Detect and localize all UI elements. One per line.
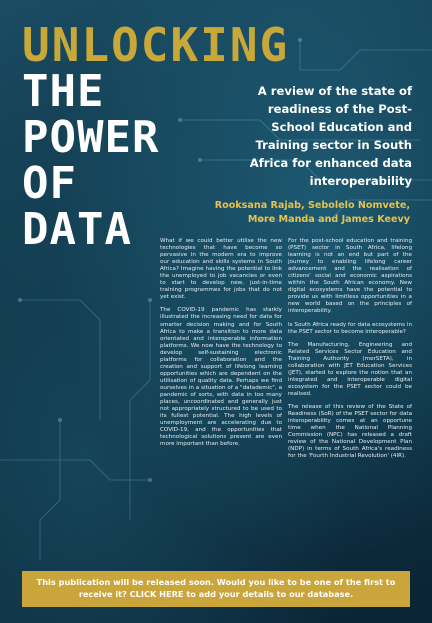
body-paragraph: Is South Africa ready for data ecosystems in the PSET sector to become interoperable? [288, 321, 412, 335]
body-paragraph: For the post-school education and training (PSET) sector in South Africa, lifelong learning is not an end but part of the journey to enabling lifelong career advancement and the realisation of citizens' social and economic aspirations within the South African economy. New digital ecosystems have the potential to provide us with limitless opportunities in a new world based on the principles of interoperability. [288, 238, 412, 315]
title-unlocking: UNLOCKING [22, 18, 290, 72]
title-of: OF [22, 158, 77, 209]
authors: Rooksana Rajab, Sebolelo Nomvete, More Manda and James Keevy [214, 200, 410, 225]
subtitle: A review of the state of readiness of the Post-School Education and Training sector in South Africa for enhanced data interoperability [249, 84, 412, 188]
title-data: DATA [22, 204, 132, 255]
body-column-left [160, 238, 282, 454]
body-paragraph: What if we could better utilise the new technologies that have become so pervasive in the modern era to improve our education and skills systems in South Africa? Imagine having the potential to link the unemployed to job vacancies or even to start to develop new, just-in-time training programmes for jobs that do not yet exist. [160, 238, 282, 301]
body-paragraph: The release of this review of the State of Readiness (SoR) of the PSET sector for data interoperability comes at an opportune time when the National Planning Commission (NPC) has released a draft review of the National Development Plan (NDP) in terms of South Africa's readiness for the 'Fourth Industrial Revolution' (4IR). [288, 403, 412, 460]
signup-banner-link[interactable]: This publication will be released soon. Would you like to be one of the first to receive it? CLICK HERE to add your details to our database. [22, 571, 410, 607]
title-the: THE [22, 66, 105, 117]
title-power: POWER [22, 112, 160, 163]
body-paragraph: The Manufacturing, Engineering and Related Services Sector Education and Training Authority (merSETA), in collaboration with JET Education Services (JET), started to explore the notion that an integrated and interoperable digital ecosystem for the PSET sector could be realised. [288, 341, 412, 397]
body-paragraph: The COVID-19 pandemic has starkly illustrated the increasing need for data for smarter decision making and for South Africa to make a transition to more data orientated and interoperable information platforms. We now have the technology to develop self-sustaining electronic platforms for collaboration and the creation and support of lifelong learning opportunities which are dependent on the utilisation of quality data. Perhaps we find ourselves in a situation of a "datademic", a pandemic of sorts, with data in too many places, uncoordinated and generally just not appropriately structured to be used to its fullest potential. The high levels of unemployment are accelerating due to COVID-19, and the opportunities that technological solutions present are even more important than before. [160, 307, 282, 448]
body-column-right [288, 238, 412, 466]
